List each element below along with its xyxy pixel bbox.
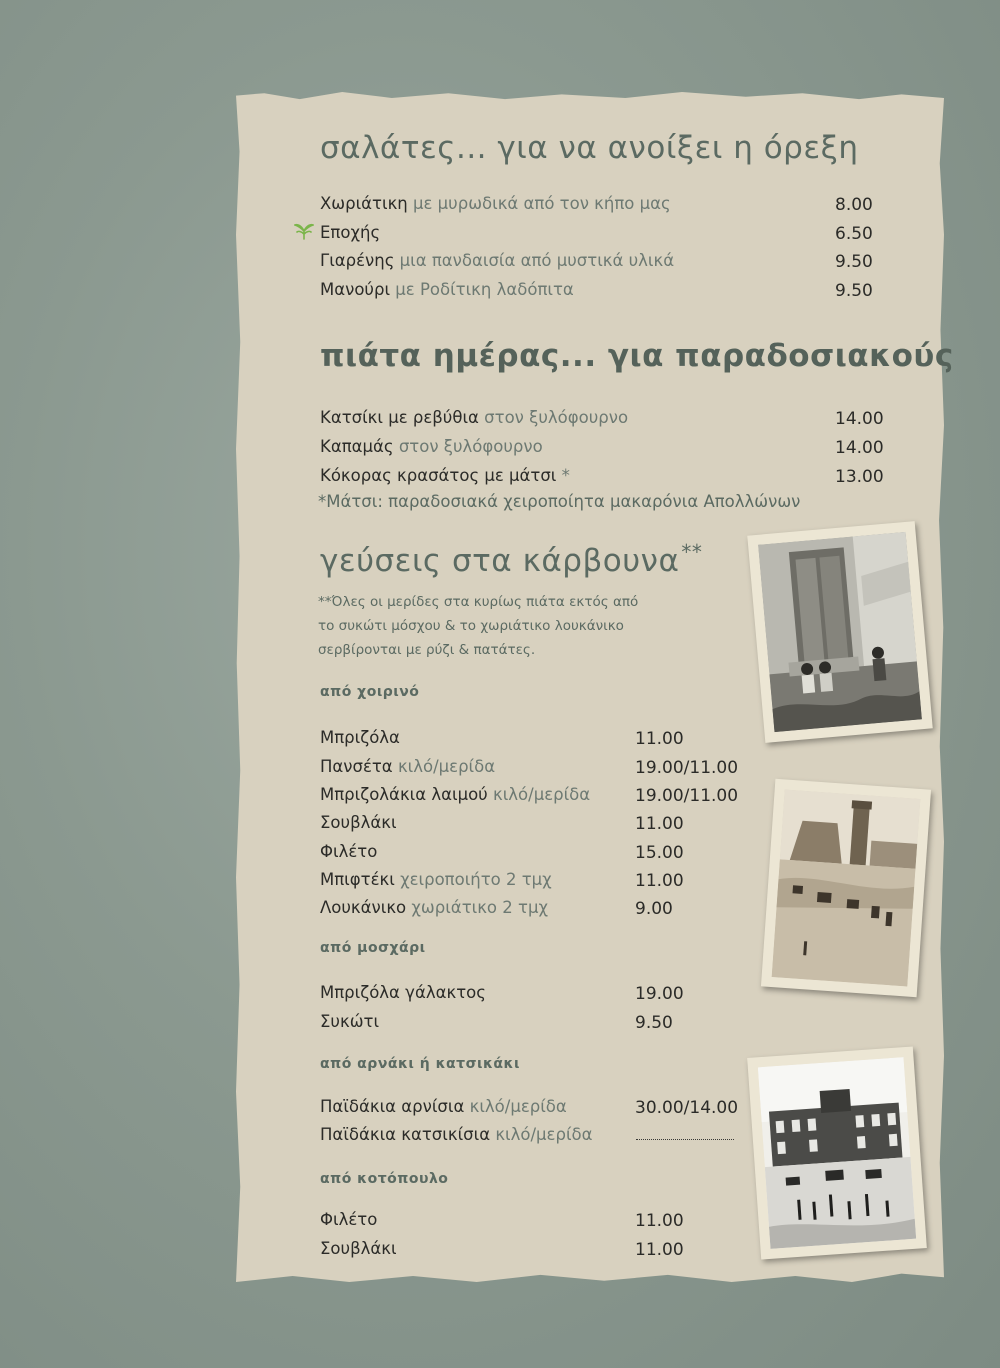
item-price: 15.00 [635,843,684,863]
salads-heading: σαλάτες... για να ανοίξει η όρεξη [320,130,859,166]
lamb-row [320,1094,567,1120]
item-desc: κιλό/μερίδα [495,1125,593,1144]
item-price: 9.50 [635,1013,673,1033]
grill-title-mark: ** [681,540,703,564]
chicken-subheading: από κοτόπουλο [320,1171,449,1187]
item-price: 9.50 [835,281,873,301]
item-desc: με μυρωδικά από τον κήπο μας [413,194,671,213]
daily-row [320,463,570,489]
grill-heading [320,540,702,579]
grill-note-line: σερβίρονται με ρύζι & πατάτες. [318,642,536,658]
beef-subheading: από μοσχάρι [320,940,426,956]
salad-row [320,220,380,246]
item-desc: με Ροδίτικη λαδόπιτα [395,280,574,299]
item-name: Μανούρι [320,280,391,299]
item-desc: χειροποιήτο 2 τμχ [400,870,552,889]
pork-row [320,867,552,893]
item-price: 8.00 [835,195,873,215]
item-name: Παϊδάκια κατσικίσια [320,1125,491,1144]
salad-row [320,191,671,217]
daily-heading: πιάτα ημέρας... για παραδοσιακούς [320,338,954,374]
item-name: Χωριάτικη [320,194,408,213]
item-name: Συκώτι [320,1012,380,1031]
photo-image [758,532,922,732]
leaf-icon [294,222,314,240]
grill-note-line: **Όλες οι μερίδες στα κυρίως πιάτα εκτός από [318,594,639,610]
vintage-photo-children-doorway [747,521,932,743]
item-name: Κόκορας κρασάτος με μάτσι [320,466,557,485]
item-price: 11.00 [635,814,684,834]
pork-row [320,839,377,865]
daily-row [320,434,543,460]
pork-row [320,810,397,836]
pork-row [320,782,590,808]
item-desc: στον ξυλόφουρνο [398,437,543,456]
beef-row [320,980,486,1006]
pork-row [320,895,548,921]
item-desc: μια πανδαισία από μυστικά υλικά [399,251,675,270]
pork-row [320,725,400,751]
item-price: 11.00 [635,1211,684,1231]
photo-image [758,1057,916,1249]
item-price: 9.00 [635,899,673,919]
item-name: Λουκάνικο [320,898,407,917]
item-price: 19.00/11.00 [635,786,739,806]
vintage-photo-town-square [761,779,931,997]
item-name: Καπαμάς [320,437,394,456]
price-placeholder-dots [636,1139,734,1140]
item-name: Γιαρένης [320,251,395,270]
item-name: Μπριζόλα [320,728,400,747]
item-name: Φιλέτο [320,1210,378,1229]
salad-row [320,277,574,303]
beef-row [320,1009,379,1035]
item-desc: κιλό/μερίδα [397,757,496,776]
item-name: Σουβλάκι [320,1239,397,1258]
item-desc: κιλό/μερίδα [492,785,591,804]
item-price: 19.00 [635,984,684,1004]
salad-row [320,248,674,274]
item-name: Μπριζόλα γάλακτος [320,983,486,1002]
chicken-row [320,1207,377,1233]
lamb-row [320,1122,593,1148]
item-price: 9.50 [835,252,873,272]
item-name: Σουβλάκι [320,813,397,832]
matsi-note: *Μάτσι: παραδοσιακά χειροποίητα μακαρόνια Απολλώνων [318,492,801,511]
item-desc: κιλό/μερίδα [469,1097,567,1116]
item-name: Πανσέτα [320,757,393,776]
pork-row [320,754,495,780]
item-desc: χωριάτικο 2 τμχ [411,898,548,917]
grill-title: γεύσεις στα κάρβουνα [320,543,680,579]
item-name: Φιλέτο [320,842,378,861]
photo-image [772,789,921,986]
pork-subheading: από χοιρινό [320,684,420,700]
chicken-row [320,1236,397,1262]
vintage-photo-harbor-building [747,1046,927,1259]
item-desc: στον ξυλόφουρνο [484,408,629,427]
item-price: 14.00 [835,438,884,458]
grill-note-line: το συκώτι μόσχου & το χωριάτικο λουκάνικο [318,618,624,634]
item-price: 11.00 [635,1240,684,1260]
item-name: Εποχής [320,223,381,242]
item-price: 11.00 [635,729,684,749]
item-price: 13.00 [835,467,884,487]
item-name: Μπριζολάκια λαιμού [320,785,488,804]
item-price: 19.00/11.00 [635,758,739,778]
item-price: 11.00 [635,871,684,891]
item-name: Μπιφτέκι [320,870,395,889]
item-name: Παϊδάκια αρνίσια [320,1097,465,1116]
item-desc: * [561,466,570,485]
daily-row [320,405,628,431]
lamb-subheading: από αρνάκι ή κατσικάκι [320,1056,520,1072]
item-price: 14.00 [835,409,884,429]
item-name: Κατσίκι με ρεβύθια [320,408,479,427]
item-price: 6.50 [835,224,873,244]
item-price: 30.00/14.00 [635,1098,739,1118]
